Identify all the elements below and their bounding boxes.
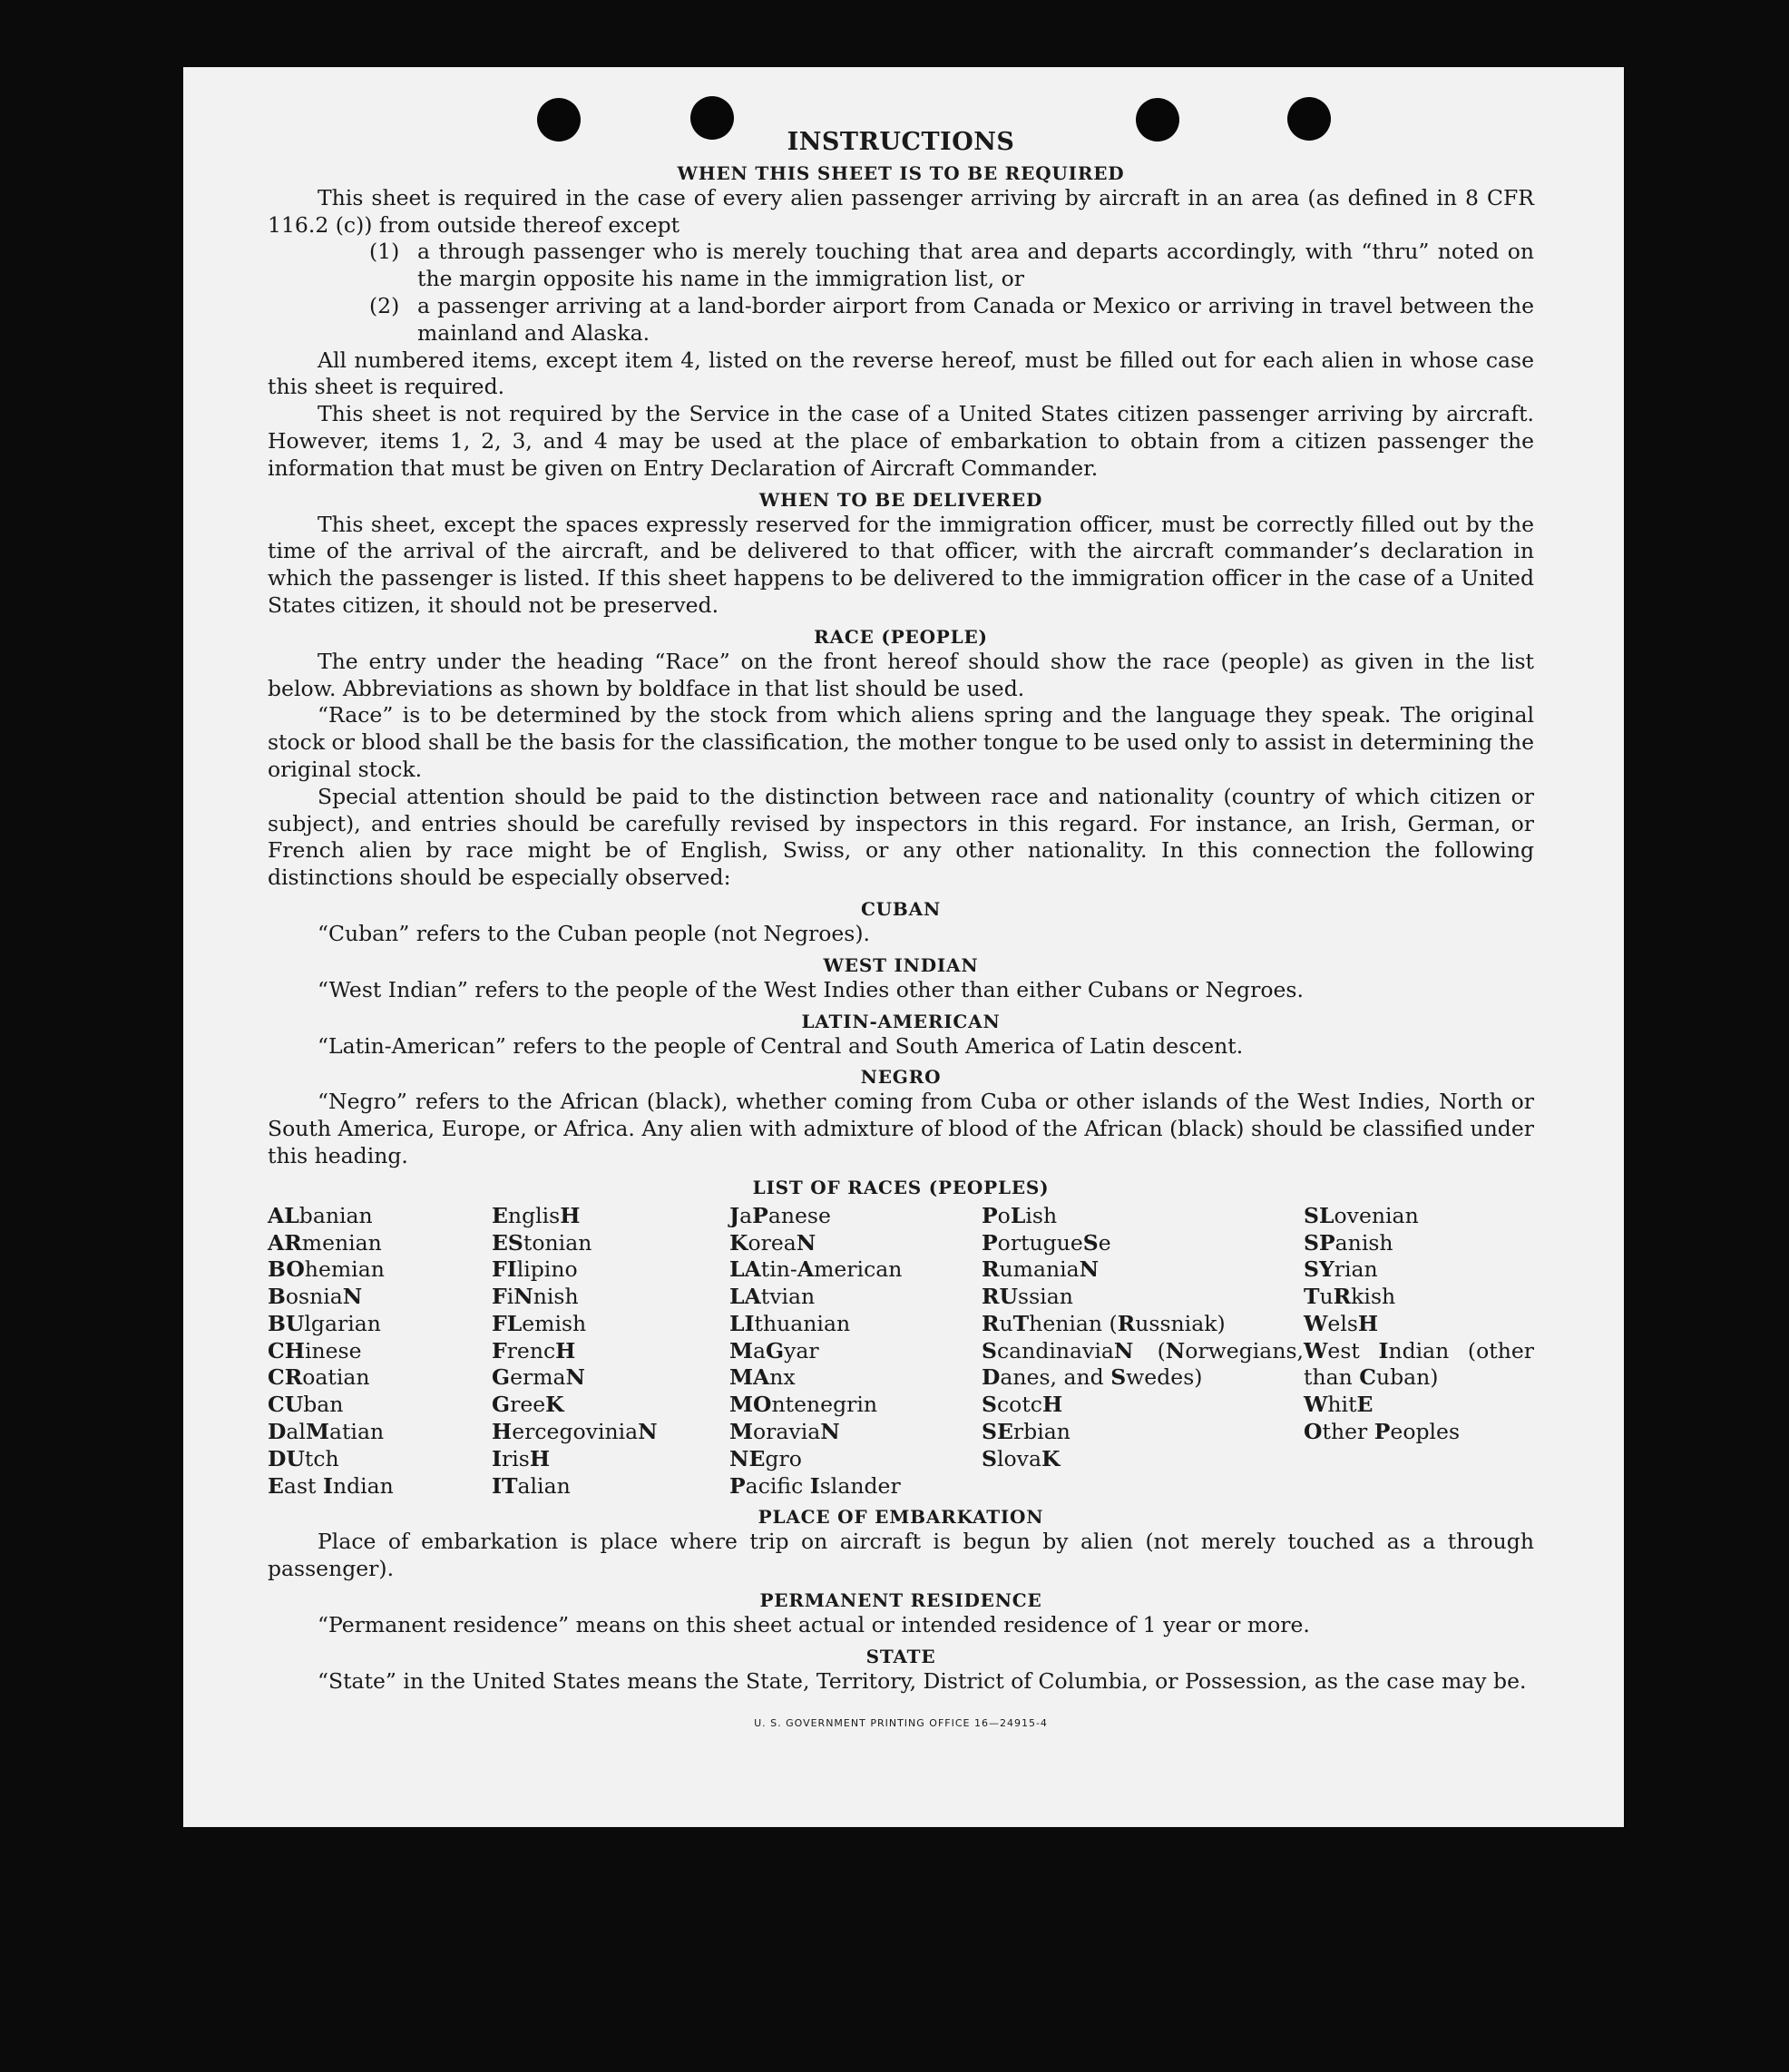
race-entry: Pacifc Islander: [729, 1472, 901, 1499]
section-heading: RACE (PEOPLE): [814, 625, 988, 648]
page-title: INSTRUCTIONS: [787, 128, 1015, 156]
section-heading: LIST OF RACES (PEOPLES): [752, 1176, 1050, 1198]
race-entry: SLovenian: [1304, 1202, 1419, 1228]
race-entry: RumaniaN: [982, 1256, 1100, 1283]
paragraph: “West Indian” refers to the people of the West Indies other than either Cubans or Negroes.: [318, 976, 1304, 1002]
race-entry: BosniaN: [268, 1284, 363, 1310]
section-heading: LATIN-AMERICAN: [801, 1010, 1001, 1032]
race-column: [982, 1203, 1304, 1500]
race-entry: SErbian: [982, 1419, 1070, 1445]
race-column: [729, 1203, 982, 1500]
race-entry: FrencH: [492, 1337, 576, 1363]
paragraph: Place of embarkation is place where trip on aircraft is begun by alien (not merely touched as a through passenger).: [268, 1529, 1534, 1582]
race-entry: DUtch: [268, 1445, 339, 1471]
race-entry: ITalian: [492, 1472, 571, 1499]
race-entry: FiNnish: [492, 1284, 579, 1310]
paragraph: “State” in the United States means the State, Territory, District of Columbia, or Possession, as the case may be.: [318, 1667, 1527, 1694]
race-list: [268, 1203, 1534, 1500]
race-entry: PoLish: [982, 1202, 1058, 1228]
list-item: [369, 239, 1534, 293]
instructions-content: [268, 129, 1534, 1736]
race-entry: KoreaN: [729, 1229, 816, 1256]
race-entry: PortugueSe: [982, 1229, 1111, 1256]
race-entry: FIlipino: [492, 1256, 578, 1283]
race-entry: ScotcH: [982, 1392, 1063, 1418]
race-entry: CRoatian: [268, 1364, 370, 1391]
race-entry: CUban: [268, 1392, 344, 1418]
paragraph: “Race” is to be determined by the stock from which aliens spring and the language they speak. The original stock or blood shall be the basis for the classification, the mother tongue to be used only to assist in determining the original stock.: [268, 702, 1534, 782]
paragraph: “Negro” refers to the African (black), whether coming from Cuba or other islands of the West Indies, North or South America, Europe, or Africa. Any alien with admixture of blood of the African (black) should be classified under this heading.: [268, 1089, 1534, 1168]
race-entry: ScandinaviaN (Norwegians, Danes, and Swedes): [982, 1337, 1304, 1391]
section-heading: STATE: [865, 1645, 936, 1667]
race-column: [268, 1203, 492, 1500]
printer-imprint: U. S. GOVERNMENT PRINTING OFFICE 16—24915-4: [754, 1716, 1048, 1729]
paragraph: “Permanent residence” means on this sheet actual or intended residence of 1 year or more.: [318, 1612, 1310, 1638]
paragraph: “Latin-American” refers to the people of Central and South America of Latin descent.: [318, 1032, 1244, 1059]
race-entry: GreeK: [492, 1392, 564, 1418]
race-entry: EStonian: [492, 1229, 592, 1256]
race-entry: RuThenian (Russniak): [982, 1310, 1226, 1336]
race-column: [492, 1203, 729, 1500]
section-heading: PERMANENT RESIDENCE: [759, 1589, 1042, 1612]
race-entry: MAnx: [729, 1364, 796, 1391]
race-entry: HercegoviniaN: [492, 1419, 658, 1445]
paragraph: This sheet is not required by the Service in the case of a United States citizen passenger arriving by aircraft. However, items 1, 2, 3, and 4 may be used at the place of embarkation to obtain from a citizen passenger the information that must be given on Entry Declaration of Aircraft Commander.: [268, 401, 1534, 481]
race-entry: GermaN: [492, 1364, 586, 1391]
paragraph: All numbered items, except item 4, listed on the reverse hereof, must be filled out for each alien in whose case this sheet is required.: [268, 347, 1534, 400]
section-heading: WHEN TO BE DELIVERED: [758, 488, 1043, 511]
paragraph: Special attention should be paid to the distinction between race and nationality (country of which citizen or subject), and entries should be carefully revised by inspectors in this regard. For instance, an Irish, German, or French alien by race might be of English, Swiss, or any other nationality. In this connection the following distinctions should be especially observed:: [268, 783, 1534, 891]
race-entry: LAtvian: [729, 1284, 816, 1310]
race-entry: RUssian: [982, 1284, 1073, 1310]
race-entry: IrisH: [492, 1445, 551, 1471]
section-heading: NEGRO: [860, 1066, 942, 1089]
race-entry: WelsH: [1304, 1310, 1379, 1336]
race-entry: SYrian: [1304, 1256, 1378, 1283]
race-entry: MaGyar: [729, 1337, 819, 1363]
document-sheet: [183, 67, 1624, 1827]
paragraph: “Cuban” refers to the Cuban people (not Negroes).: [318, 920, 871, 946]
race-entry: EnglisH: [492, 1202, 581, 1228]
race-entry: WhitE: [1304, 1392, 1374, 1418]
item-number: (1): [369, 239, 400, 265]
item-text: a passenger arriving at a land-border airport from Canada or Mexico or arriving in travel between the mainland and Alaska.: [417, 292, 1534, 346]
race-entry: ARmenian: [268, 1229, 382, 1256]
race-entry: MoraviaN: [729, 1419, 840, 1445]
race-entry: FLemish: [492, 1310, 587, 1336]
race-entry: ALbanian: [268, 1202, 373, 1228]
race-entry: LAtin-American: [729, 1256, 903, 1283]
race-entry: TuRkish: [1304, 1284, 1396, 1310]
race-entry: BOhemian: [268, 1256, 385, 1283]
race-column: [1304, 1203, 1534, 1500]
race-entry: East Indian: [268, 1472, 394, 1499]
section-heading: PLACE OF EMBARKATION: [758, 1506, 1044, 1529]
race-entry: West Indian (other than Cuban): [1304, 1337, 1534, 1391]
section-heading: WEST INDIAN: [823, 953, 979, 976]
race-entry: MOntenegrin: [729, 1392, 878, 1418]
item-text: a through passenger who is merely touching that area and departs accordingly, with “thru” noted on the margin opposite his name in the immigration list, or: [417, 239, 1534, 292]
race-entry: NEgro: [729, 1445, 802, 1471]
race-entry: CHinese: [268, 1337, 362, 1363]
item-number: (2): [369, 292, 400, 318]
paragraph: The entry under the heading “Race” on the front hereof should show the race (people) as given in the list below. Abbreviations as shown by boldface in that list should be used.: [268, 648, 1534, 701]
race-entry: BUlgarian: [268, 1310, 381, 1336]
paragraph: This sheet, except the spaces expressly reserved for the immigration officer, must be correctly filled out by the time of the arrival of the aircraft, and be delivered to that officer, with the aircraft commander’s declaration in which the passenger is listed. If this sheet happens to be delivered to the immigration officer in the case of a United States citizen, it should not be preserved.: [268, 511, 1534, 618]
list-item: [369, 293, 1534, 347]
section-heading: CUBAN: [860, 897, 942, 920]
paragraph: This sheet is required in the case of every alien passenger arriving by aircraft in an area (as defined in 8 CFR 116.2 (c)) from outside thereof except: [268, 184, 1534, 238]
race-entry: SPanish: [1304, 1229, 1393, 1256]
race-entry: Other Peoples: [1304, 1419, 1461, 1445]
section-heading: WHEN THIS SHEET IS TO BE REQUIRED: [677, 161, 1125, 184]
race-entry: JaPanese: [729, 1202, 831, 1228]
race-entry: LIthuanian: [729, 1310, 851, 1336]
race-entry: SlovaK: [982, 1445, 1061, 1471]
race-entry: DalMatian: [268, 1419, 385, 1445]
